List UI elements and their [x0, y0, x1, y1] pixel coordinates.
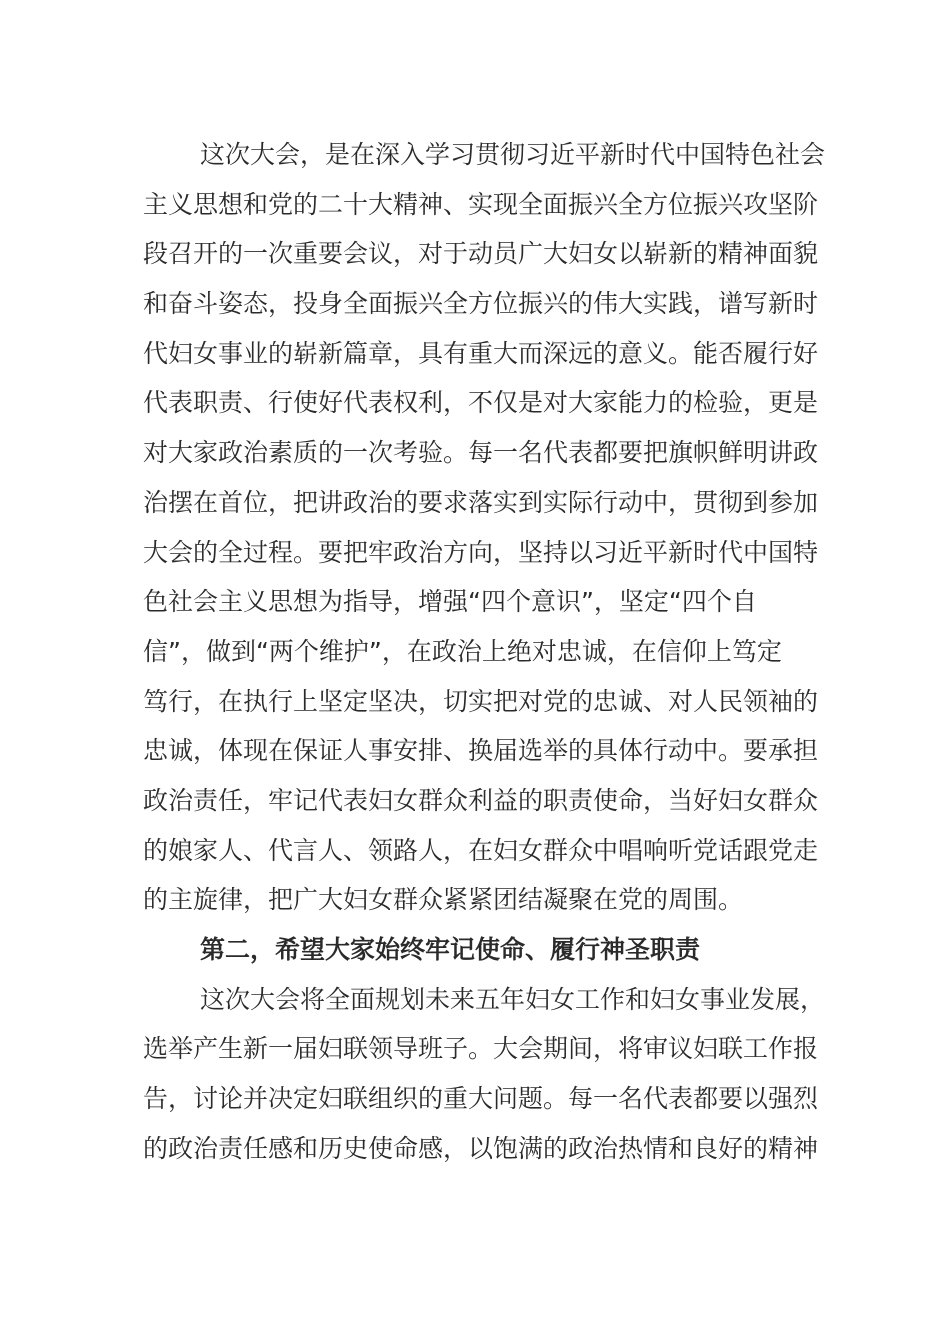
- document-body: [143, 130, 826, 1173]
- paragraph-1-line-4: 和奋斗姿态，投身全面振兴全方位振兴的伟大实践，谱写新时: [143, 289, 819, 319]
- paragraph-1-line-1: 这次大会，是在深入学习贯彻习近平新时代中国特色社会: [200, 140, 826, 169]
- paragraph-2-line-1: 这次大会将全面规划未来五年妇女工作和妇女事业发展，: [200, 984, 826, 1014]
- paragraph-1-line-7: 对大家政治素质的一次考验。每一名代表都要把旗帜鲜明讲政: [143, 438, 819, 468]
- paragraph-1-line-8: 治摆在首位，把讲政治的要求落实到实际行动中，贯彻到参加: [143, 487, 819, 517]
- paragraph-1-line-2: 主义思想和党的二十大精神、实现全面振兴全方位振兴攻坚阶: [143, 189, 819, 219]
- paragraph-1-line-14: 政治责任，牢记代表妇女群众利益的职责使命，当好妇女群众: [143, 785, 819, 815]
- paragraph-1-line-12: 笃行，在执行上坚定坚决，切实把对党的忠诚、对人民领袖的: [143, 686, 819, 716]
- paragraph-2-line-3: 告，讨论并决定妇联组织的重大问题。每一名代表都要以强烈: [143, 1084, 819, 1114]
- section-heading: 第二，希望大家始终牢记使命、履行神圣职责: [200, 935, 701, 964]
- paragraph-2-line-4: 的政治责任感和历史使命感，以饱满的政治热情和良好的精神: [143, 1133, 819, 1163]
- paragraph-1-line-11: 信”，做到“两个维护”，在政治上绝对忠诚，在信仰上笃定: [143, 636, 782, 666]
- paragraph-1-line-3: 段召开的一次重要会议，对于动员广大妇女以崭新的精神面貌: [143, 239, 819, 269]
- paragraph-1-line-10: 色社会主义思想为指导，增强“四个意识”，坚定“四个自: [143, 587, 757, 617]
- paragraph-1-line-13: 忠诚，体现在保证人事安排、换届选举的具体行动中。要承担: [143, 736, 819, 766]
- paragraph-1-line-6: 代表职责、行使好代表权利，不仅是对大家能力的检验，更是: [143, 388, 819, 418]
- paragraph-1-line-9: 大会的全过程。要把牢政治方向，坚持以习近平新时代中国特: [143, 537, 819, 567]
- paragraph-1-line-15: 的娘家人、代言人、领路人，在妇女群众中唱响听党话跟党走: [143, 835, 819, 865]
- paragraph-2-line-2: 选举产生新一届妇联领导班子。大会期间，将审议妇联工作报: [143, 1034, 819, 1064]
- paragraph-1-line-16: 的主旋律，把广大妇女群众紧紧团结凝聚在党的周围。: [143, 885, 744, 915]
- paragraph-1-line-5: 代妇女事业的崭新篇章，具有重大而深远的意义。能否履行好: [143, 338, 819, 368]
